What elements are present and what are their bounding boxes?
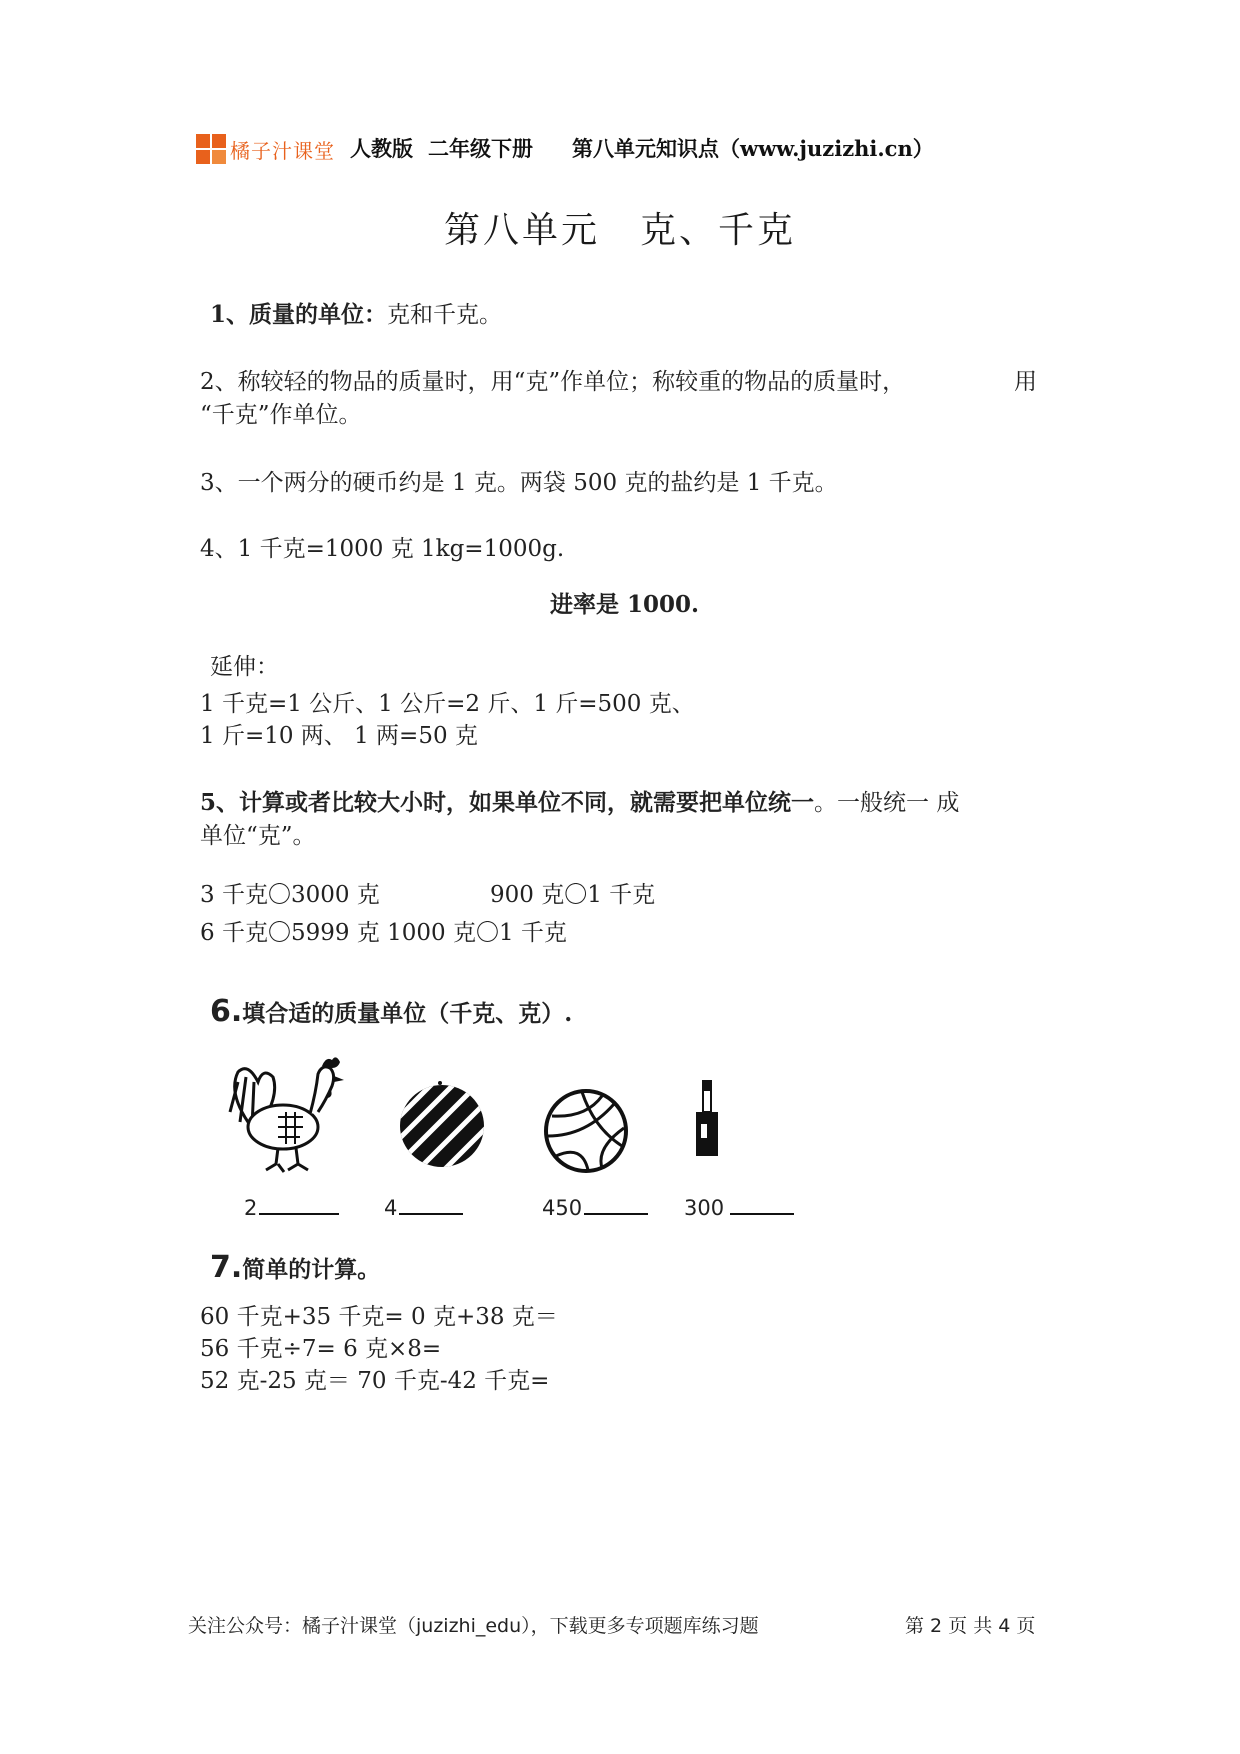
volleyball-icon [542, 1088, 630, 1174]
fill-item-1 [244, 1196, 339, 1220]
fill-blank-3[interactable] [584, 1213, 648, 1215]
rooster-icon [218, 1052, 348, 1174]
fill-item-3-value: 450 [542, 1196, 583, 1220]
fill-item-2-value: 4 [384, 1196, 398, 1220]
section-7-number: 7. [210, 1250, 243, 1285]
point-4: 4、1 千克=1000 克 1kg=1000g. [200, 536, 565, 562]
section-6-heading [210, 994, 572, 1029]
fill-item-3 [542, 1196, 648, 1220]
section-6-title: 填合适的质量单位（千克、克）. [242, 1000, 573, 1027]
calc-line-3: 52 克-25 克＝ 70 千克-42 千克= [200, 1368, 550, 1394]
fill-item-4 [684, 1196, 794, 1220]
fill-blank-2[interactable] [399, 1213, 463, 1215]
footer-promo: 关注公众号：橘子汁课堂（juzizhi_edu），下载更多专项题库练习题 [188, 1615, 759, 1637]
point-2-line-1: 2、称较轻的物品的质量时，用“克”作单位；称较重的物品的质量时， [200, 369, 906, 395]
conversion-rate: 进率是 1000. [550, 591, 700, 618]
fill-item-4-value: 300 [684, 1196, 725, 1220]
point-2-line-1-end: 用 [1014, 369, 1037, 395]
point-5-rest: 。一般统一 成 [814, 790, 960, 816]
point-5-bold: 5、计算或者比较大小时，如果单位不同，就需要把单位统一 [200, 789, 815, 816]
fill-blank-1[interactable] [259, 1213, 339, 1215]
section-7-heading [210, 1250, 380, 1285]
point-5-line-1 [200, 784, 959, 817]
calc-line-1: 60 千克+35 千克= 0 克+38 克＝ [200, 1304, 558, 1330]
unit-info: 第八单元知识点（www.juzizhi.cn） [572, 136, 934, 161]
calc-line-2: 56 千克÷7= 6 克×8= [200, 1336, 442, 1362]
fill-item-2 [384, 1196, 463, 1220]
page-title [0, 202, 1240, 253]
section-7-title: 简单的计算。 [242, 1256, 381, 1283]
watermelon-icon [396, 1080, 488, 1170]
extension-label: 延伸： [210, 654, 279, 680]
compare-1b: 900 克〇1 千克 [490, 882, 656, 908]
point-5-line-2: 单位“克”。 [200, 823, 316, 849]
compare-2: 6 千克〇5999 克 1000 克〇1 千克 [200, 920, 567, 946]
title-unit: 第八单元 [443, 210, 600, 251]
brand-name: 橘子汁课堂 [230, 139, 335, 163]
brand-logo-icon [196, 134, 226, 164]
point-1 [210, 296, 502, 329]
grade-label: 二年级下册 [428, 136, 533, 161]
fill-blank-4[interactable] [730, 1213, 794, 1215]
point-3: 3、一个两分的硬币约是 1 克。两袋 500 克的盐约是 1 千克。 [200, 470, 838, 496]
extension-line-1: 1 千克=1 公斤、1 公斤=2 斤、1 斤=500 克、 [200, 691, 695, 717]
point-1-label: 1、质量的单位： [210, 301, 388, 328]
section-6-number: 6. [210, 994, 243, 1029]
title-topic: 克、千克 [640, 210, 797, 251]
page-number: 第 2 页 共 4 页 [905, 1615, 1036, 1637]
edition-label: 人教版 [350, 136, 413, 161]
compare-1a: 3 千克〇3000 克 [200, 882, 380, 908]
point-1-text: 克和千克。 [387, 302, 503, 328]
extension-line-2: 1 斤=10 两、 1 两=50 克 [200, 723, 478, 749]
fill-item-1-value: 2 [244, 1196, 258, 1220]
point-2-line-2: “千克”作单位。 [200, 402, 362, 428]
bottle-icon [692, 1080, 722, 1158]
